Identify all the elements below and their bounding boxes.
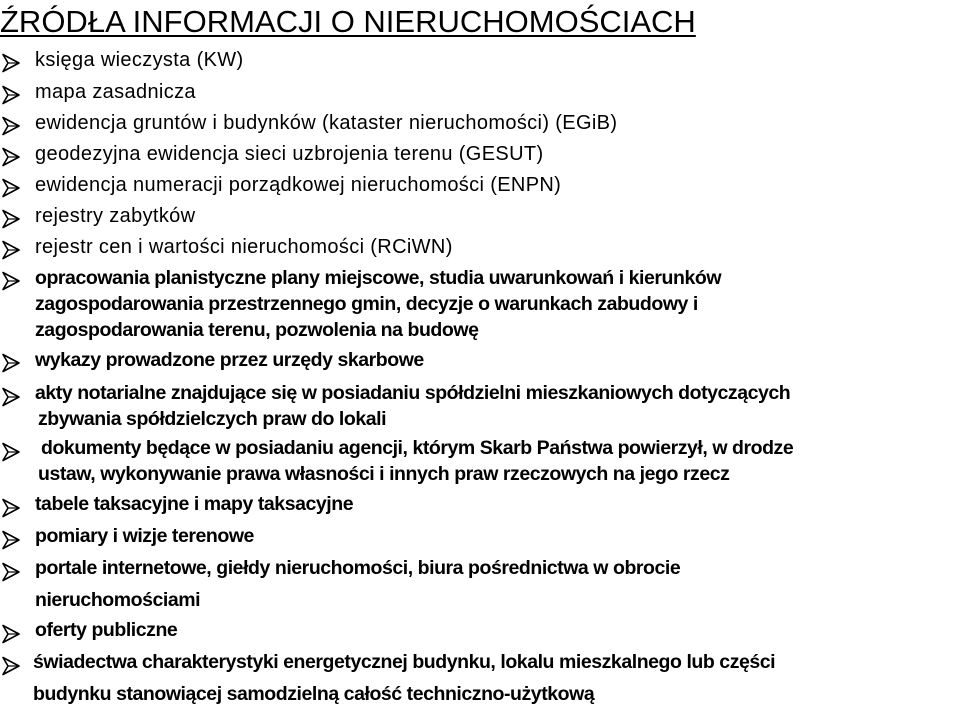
- list-item-text: rejestr cen i wartości nieruchomości (RCiWN): [35, 236, 453, 258]
- list-item-text: tabele taksacyjne i mapy taksacyjne: [35, 493, 354, 515]
- list-item-text: ewidencja gruntów i budynków (kataster nieruchomości) (EGiB): [35, 112, 618, 134]
- arrowhead-bullet-icon: [1, 530, 23, 550]
- list-item-text: oferty publiczne: [35, 619, 178, 641]
- list-item-text: portale internetowe, giełdy nieruchomości, biura pośrednictwa w obrocie: [35, 557, 681, 579]
- list-item-text: geodezyjna ewidencja sieci uzbrojenia terenu (GESUT): [35, 143, 544, 165]
- list-item-text: pomiary i wizje terenowe: [35, 525, 254, 547]
- list-item-text: budynku stanowiącej samodzielną całość techniczno-użytkową: [33, 683, 595, 705]
- arrowhead-bullet-icon: [1, 85, 23, 105]
- list-item-text: zagospodarowania przestrzennego gmin, decyzje o warunkach zabudowy i: [35, 293, 698, 315]
- arrowhead-bullet-icon: [1, 271, 23, 291]
- arrowhead-bullet-icon: [1, 209, 23, 229]
- arrowhead-bullet-icon: [1, 116, 23, 136]
- arrowhead-bullet-icon: [1, 442, 23, 462]
- arrowhead-bullet-icon: [1, 498, 23, 518]
- list-item-text: dokumenty będące w posiadaniu agencji, którym Skarb Państwa powierzył, w drodze: [41, 437, 794, 459]
- arrowhead-bullet-icon: [1, 353, 23, 373]
- arrowhead-bullet-icon: [1, 178, 23, 198]
- page-title: ŹRÓDŁA INFORMACJI O NIERUCHOMOŚCIACH: [0, 4, 696, 39]
- list-item-text: wykazy prowadzone przez urzędy skarbowe: [35, 349, 424, 371]
- list-item-text: świadectwa charakterystyki energetycznej budynku, lokalu mieszkalnego lub części: [33, 651, 776, 673]
- list-item-text: zagospodarowania terenu, pozwolenia na budowę: [35, 319, 479, 341]
- list-item-text: ewidencja numeracji porządkowej nieruchomości (ENPN): [35, 174, 562, 196]
- list-item-text: akty notarialne znajdujące się w posiadaniu spółdzielni mieszkaniowych dotyczących: [35, 382, 791, 404]
- list-item-text: zbywania spółdzielczych praw do lokali: [38, 408, 387, 430]
- list-item-text: ustaw, wykonywanie prawa własności i innych praw rzeczowych na jego rzecz: [38, 463, 730, 485]
- arrowhead-bullet-icon: [1, 147, 23, 167]
- list-item-text: księga wieczysta (KW): [35, 49, 244, 71]
- arrowhead-bullet-icon: [1, 656, 23, 676]
- arrowhead-bullet-icon: [1, 387, 23, 407]
- list-item-text: nieruchomościami: [35, 589, 201, 611]
- arrowhead-bullet-icon: [1, 624, 23, 644]
- list-item-text: rejestry zabytków: [35, 205, 196, 227]
- list-item-text: mapa zasadnicza: [35, 81, 196, 103]
- arrowhead-bullet-icon: [1, 53, 23, 73]
- list-item-text: opracowania planistyczne plany miejscowe, studia uwarunkowań i kierunków: [35, 267, 722, 289]
- arrowhead-bullet-icon: [1, 240, 23, 260]
- arrowhead-bullet-icon: [1, 562, 23, 582]
